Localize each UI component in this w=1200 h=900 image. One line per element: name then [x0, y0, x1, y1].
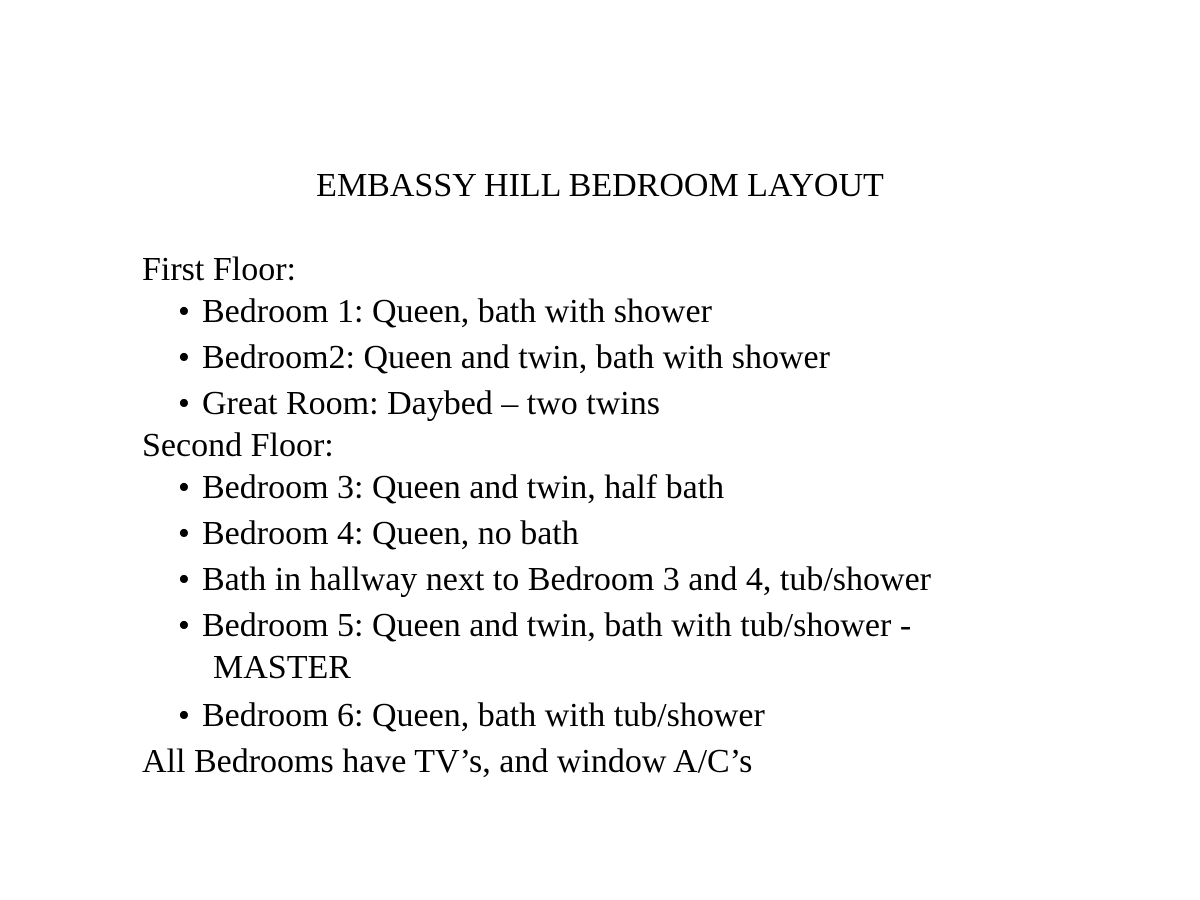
master-bedroom-item	[142, 606, 1142, 690]
bullet-icon: •	[178, 339, 190, 376]
first-floor-heading: First Floor:	[142, 251, 296, 288]
master-label: MASTER	[213, 649, 351, 686]
list-item	[142, 384, 1142, 424]
bullet-icon: •	[178, 561, 190, 598]
list-item-text: Bedroom 4: Queen, no bath	[202, 515, 579, 552]
bullet-icon: •	[178, 515, 190, 552]
list-item	[142, 560, 1142, 600]
list-item-text: Bedroom 3: Queen and twin, half bath	[202, 469, 725, 506]
list-item	[142, 292, 1142, 332]
bullet-icon: •	[178, 697, 190, 734]
list-item-text: Bath in hallway next to Bedroom 3 and 4, tub/shower	[202, 561, 931, 598]
list-item-text: Bedroom2: Queen and twin, bath with shower	[202, 339, 830, 376]
list-item-text: Bedroom 6: Queen, bath with tub/shower	[202, 697, 765, 734]
bullet-icon: •	[178, 293, 190, 330]
list-item-text: Bedroom 5: Queen and twin, bath with tub/shower -	[202, 607, 912, 644]
second-floor-list	[142, 468, 1142, 736]
list-item	[142, 514, 1142, 554]
list-item	[142, 696, 1142, 736]
bullet-icon: •	[178, 469, 190, 506]
footer-note: All Bedrooms have TV’s, and window A/C’s	[142, 743, 753, 780]
list-item	[142, 468, 1142, 508]
list-item	[142, 338, 1142, 378]
bedroom-list	[142, 250, 1142, 782]
second-floor-heading: Second Floor:	[142, 427, 334, 464]
first-floor-list	[142, 292, 1142, 424]
bullet-icon: •	[178, 385, 190, 422]
bullet-icon: •	[178, 607, 190, 644]
list-item-text: Bedroom 1: Queen, bath with shower	[202, 293, 712, 330]
list-item-text: Great Room: Daybed – two twins	[202, 385, 660, 422]
page-title: EMBASSY HILL BEDROOM LAYOUT	[316, 167, 884, 204]
